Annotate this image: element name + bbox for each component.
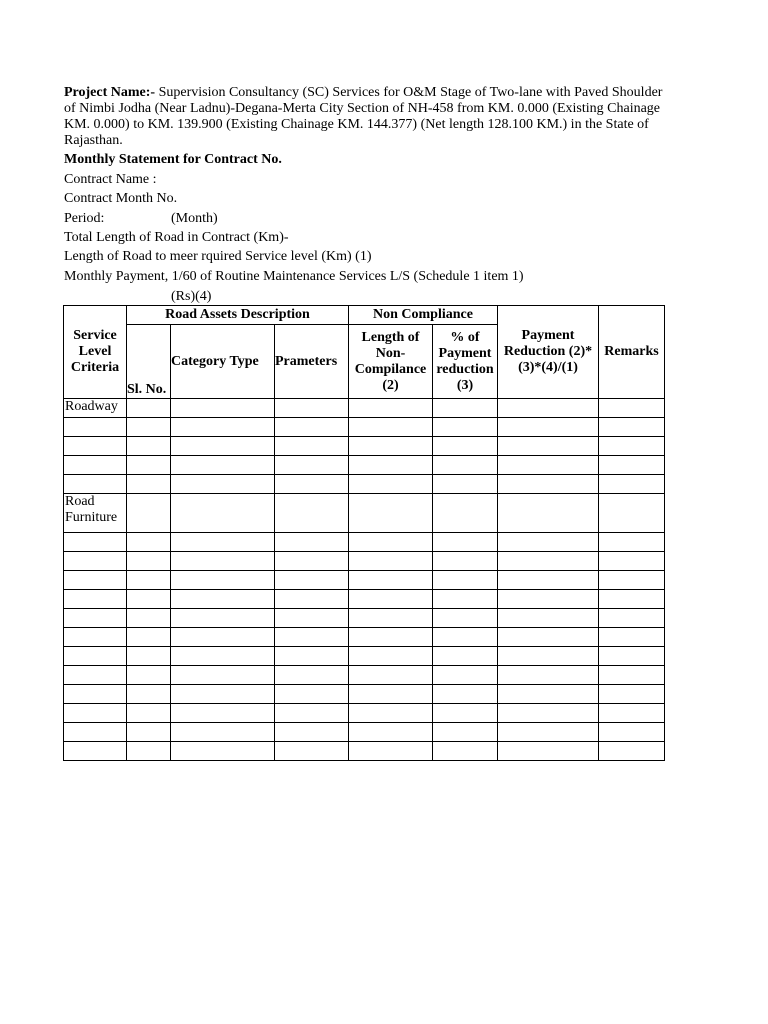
percent-payment-header: % of Payment reduction (3) (433, 325, 498, 399)
table-row (64, 685, 665, 704)
non-compliance-header: Non Compliance (349, 306, 498, 325)
rs-line: (Rs)(4) (171, 289, 212, 304)
table-row (64, 647, 665, 666)
table-row (64, 475, 665, 494)
table-row (64, 494, 665, 533)
remarks-header: Remarks (599, 306, 665, 399)
sl-no-header: Sl. No. (127, 325, 171, 399)
compliance-table (63, 305, 665, 761)
service-level-criteria-header: Service Level Criteria (64, 306, 127, 399)
project-name-text: Supervision Consultancy (SC) Services for O&M Stage of Two-lane with Paved Shoulder of Nimbi Jodha (Near Ladnu)-Degana-Merta City Section of NH-458 from KM. 0.000 (Existing Chainage KM. 0.000) to KM. 139.900 (Existing Chainage KM. 144.377) (Net length 128.100 KM.) in the State of Rajasthan. (64, 85, 663, 148)
table-row (64, 590, 665, 609)
table-row (64, 609, 665, 628)
category-type-header: Category Type (171, 325, 275, 399)
period-line (64, 211, 218, 227)
length-noncompliance-header: Length of Non-Compilance (2) (349, 325, 433, 399)
period-value: (Month) (171, 211, 218, 226)
table-row (64, 418, 665, 437)
table-row (64, 742, 665, 761)
payment-reduction-header: Payment Reduction (2)*(3)*(4)/(1) (498, 306, 599, 399)
contract-month-line: Contract Month No. (64, 191, 178, 206)
table-row (64, 552, 665, 571)
table-row (64, 456, 665, 475)
monthly-payment-line: Monthly Payment, 1/60 of Routine Maintenance Services L/S (Schedule 1 item 1) (64, 269, 524, 284)
table-row (64, 399, 665, 418)
table-row (64, 704, 665, 723)
section-road-furniture: Road Furniture (64, 494, 127, 533)
table-row (64, 723, 665, 742)
road-assets-header: Road Assets Description (127, 306, 349, 325)
project-name-label: Project Name:- (64, 85, 156, 100)
period-label: Period: (64, 211, 105, 226)
total-length-line: Total Length of Road in Contract (Km)- (64, 230, 289, 245)
contract-name-line: Contract Name : (64, 172, 157, 187)
table-row (64, 666, 665, 685)
table-row (64, 628, 665, 647)
parameters-header: Prameters (275, 325, 349, 399)
statement-title (64, 152, 282, 168)
project-name-paragraph (64, 85, 664, 149)
table-row (64, 437, 665, 456)
length-service-line: Length of Road to meer rquired Service level (Km) (1) (64, 249, 372, 264)
table-row (64, 533, 665, 552)
statement-title-text: Monthly Statement for Contract No. (64, 152, 282, 167)
table-row (64, 571, 665, 590)
section-roadway: Roadway (64, 399, 127, 418)
